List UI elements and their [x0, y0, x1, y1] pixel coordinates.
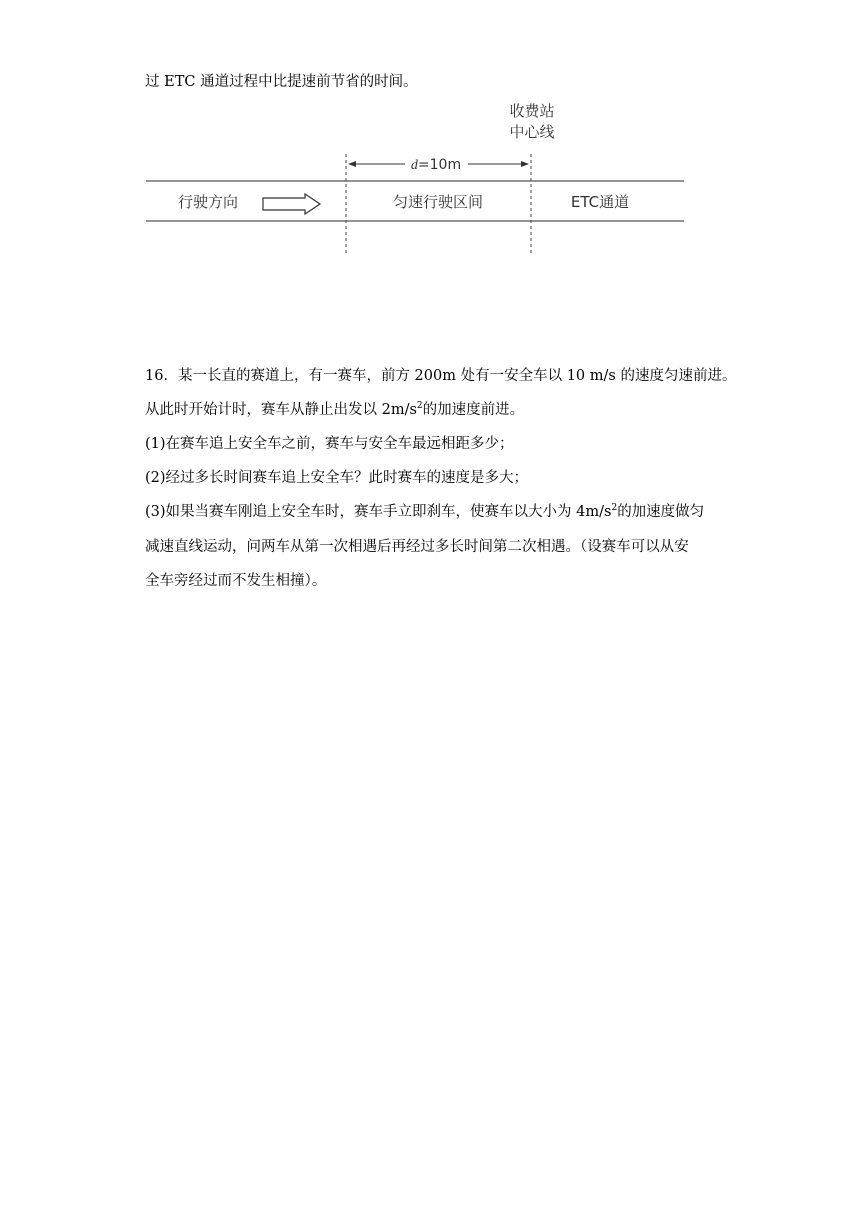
- exponent: 2: [416, 401, 423, 411]
- question-16-part3-line1: [145, 502, 704, 522]
- etc-diagram-svg: [140, 96, 700, 266]
- direction-arrow-icon: [263, 194, 320, 214]
- question-16-line2-text: 从此时开始计时，赛车从静止出发以 2m/s: [145, 402, 417, 418]
- station-label-line1: 收费站: [509, 102, 555, 120]
- part3-text-end: 的加速度做匀: [617, 504, 705, 520]
- question-16-line2-text-end: 的加速度前进。: [422, 402, 525, 418]
- distance-arrowhead-right: [521, 161, 529, 167]
- uniform-zone-label: 匀速行驶区间: [392, 193, 484, 211]
- question-16-part3-line2: 减速直线运动，问两车从第一次相遇后再经过多长时间第二次相遇。（设赛车可以从安: [145, 539, 689, 555]
- distance-arrowhead-left: [348, 161, 356, 167]
- exponent: 2: [611, 503, 618, 513]
- top-text-line: 过 ETC 通道过程中比提速前节省的时间。: [145, 74, 418, 90]
- question-16-part3-line3: 全车旁经过而不发生相撞）。: [145, 573, 327, 589]
- question-number: 16．: [145, 368, 178, 384]
- distance-label: d=10m: [410, 157, 462, 173]
- question-16-line2: [145, 400, 524, 420]
- question-16-part1: (1)在赛车追上安全车之前，赛车与安全车最远相距多少；: [145, 436, 514, 452]
- station-label-line2: 中心线: [509, 123, 555, 141]
- question-16-line1: [145, 366, 736, 386]
- driving-direction-label: 行驶方向: [177, 193, 239, 211]
- question-16-text: 某一长直的赛道上，有一赛车，前方 200m 处有一安全车以 10 m/s 的速度匀速前进。: [177, 368, 737, 384]
- etc-lane-diagram: [140, 96, 700, 266]
- part3-text: (3)如果当赛车刚追上安全车时，赛车手立即刹车，使赛车以大小为 4m/s: [145, 504, 612, 520]
- etc-lane-label: ETC通道: [570, 193, 630, 211]
- question-16-part2: (2)经过多长时间赛车追上安全车？此时赛车的速度是多大；: [145, 470, 529, 486]
